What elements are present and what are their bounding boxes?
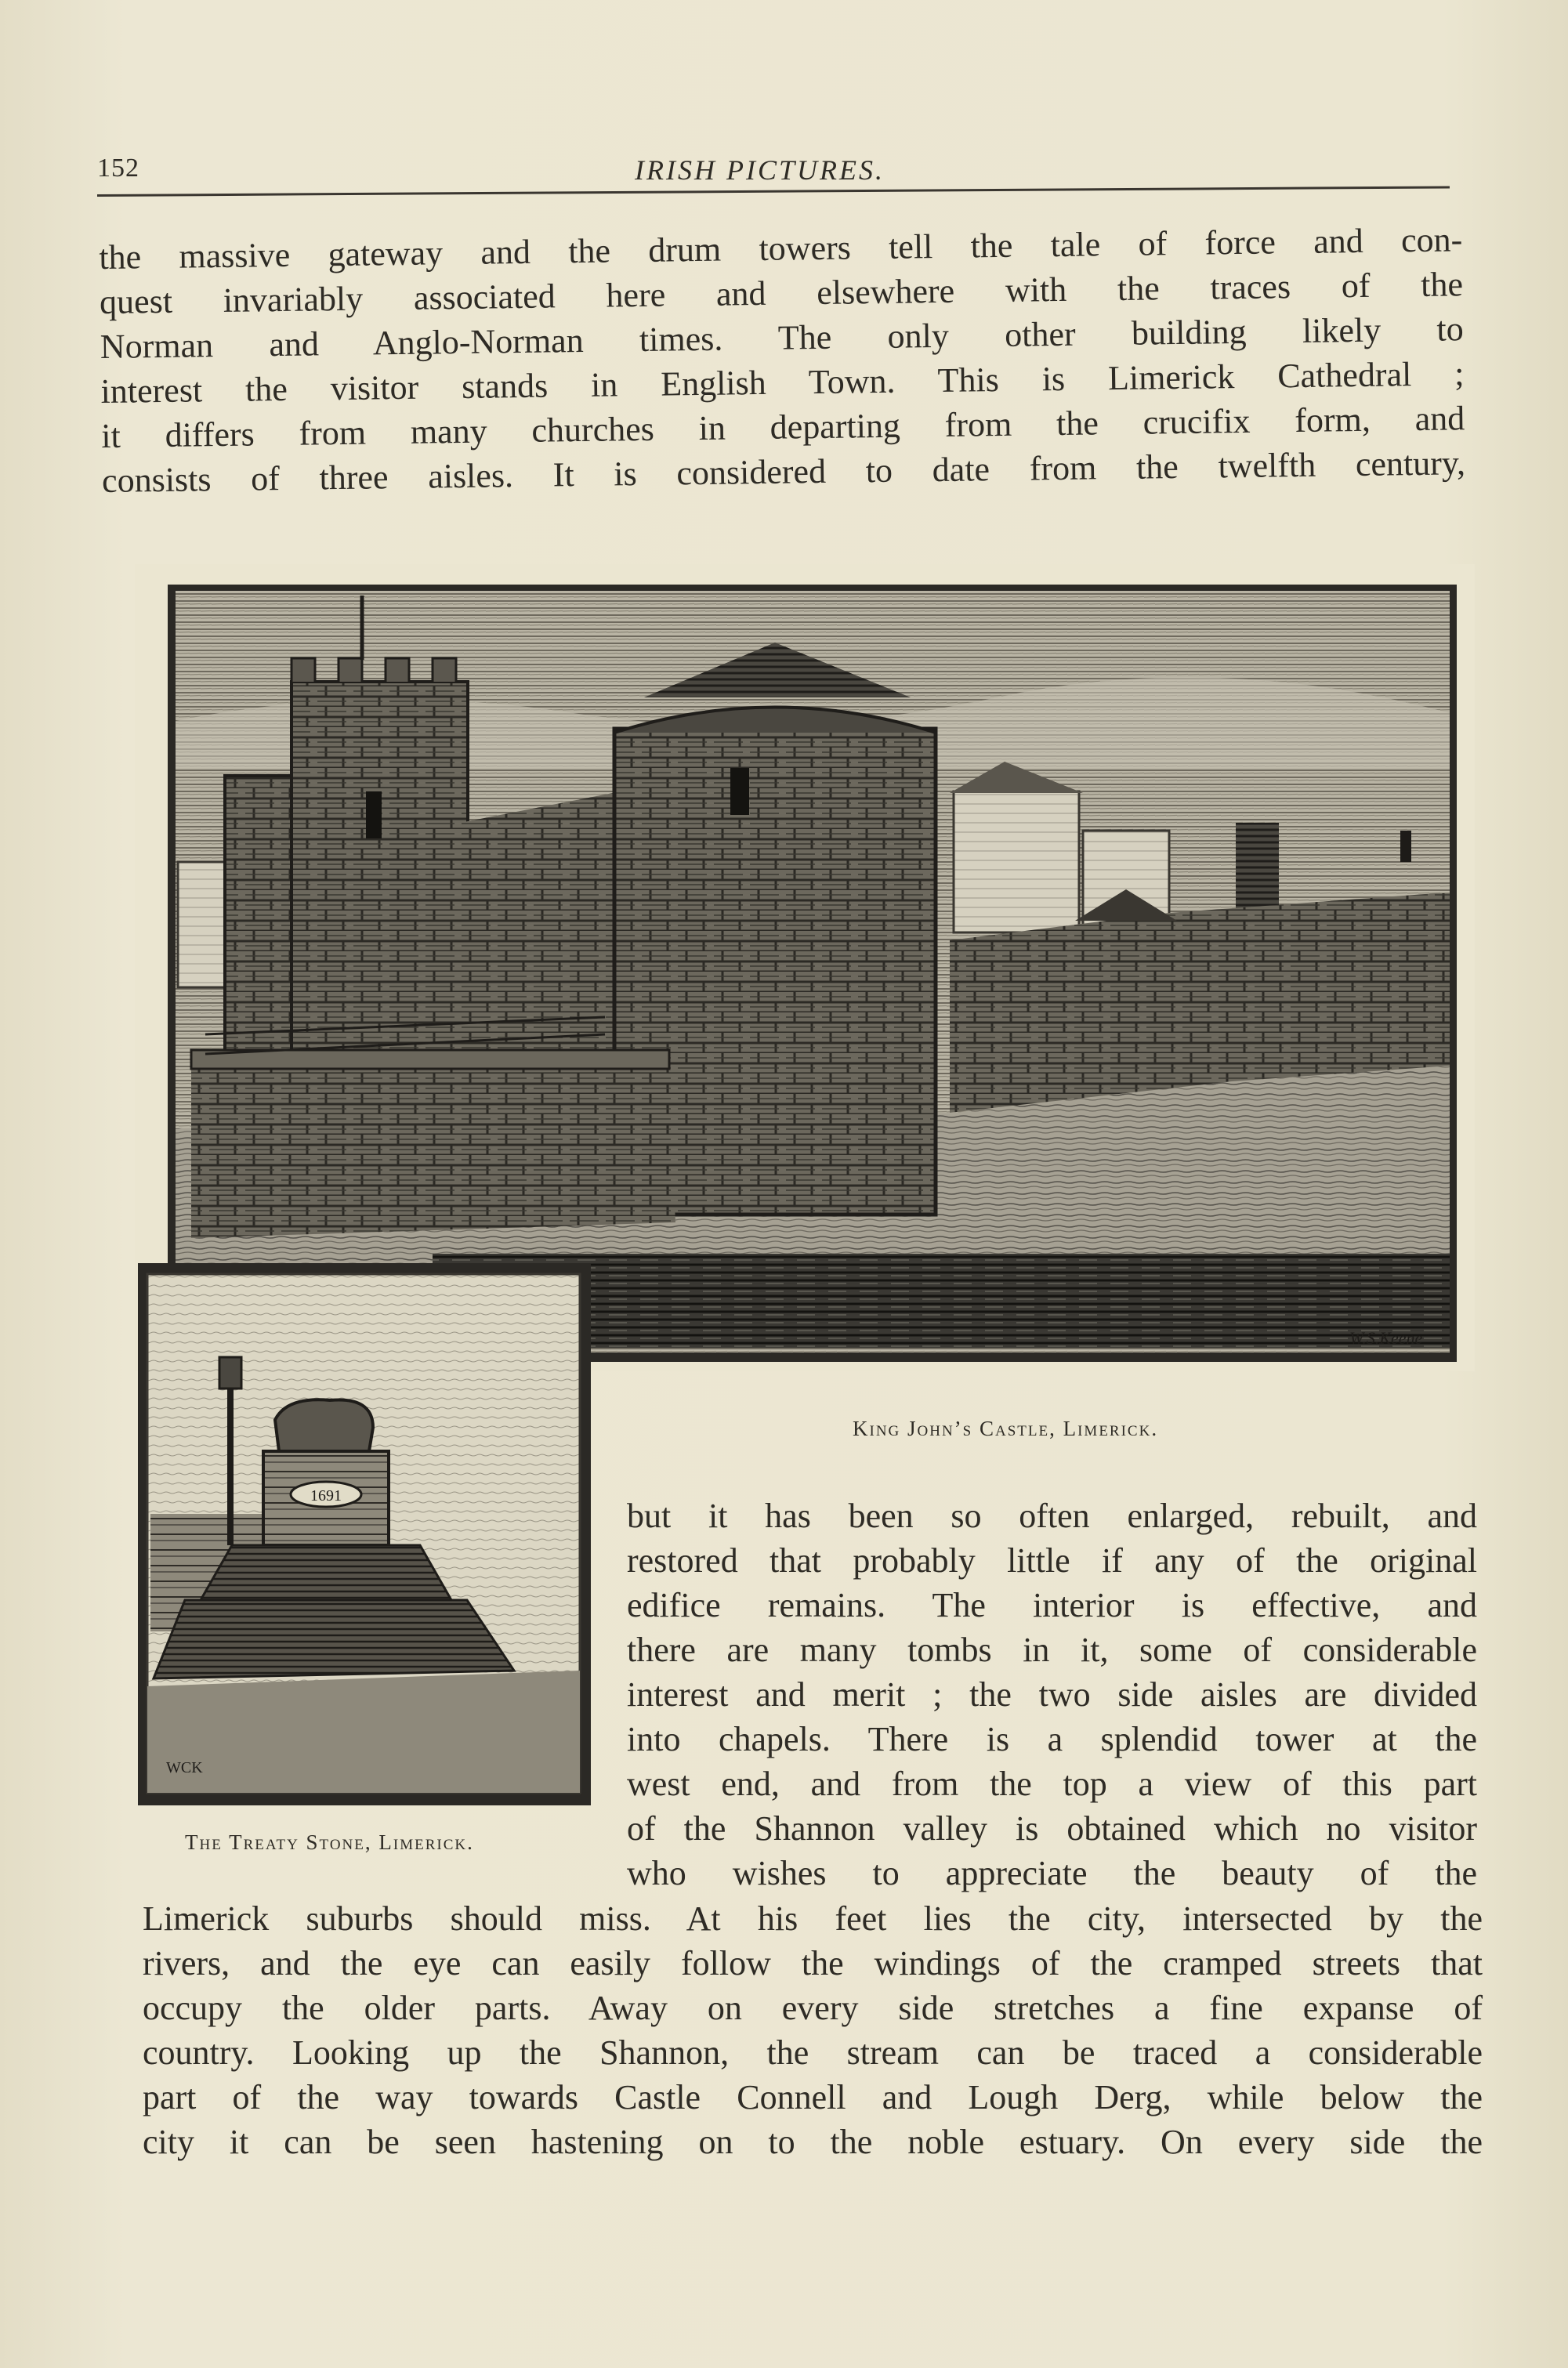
treaty-stone-caption: The Treaty Stone, Limerick.	[185, 1830, 474, 1854]
text-line: Norman and Anglo-Norman times. The only other building likely to	[100, 310, 1465, 366]
treaty-stone-engraving	[138, 1263, 591, 1805]
text-line: occupy the older parts. Away on every side stretches a fine expanse of	[143, 1989, 1483, 2027]
text-line: restored that probably little if any of the original	[627, 1541, 1477, 1580]
header-rule	[97, 186, 1450, 197]
text-line: quest invariably associated here and elsewhere with the traces of the	[99, 265, 1464, 321]
text-line: who wishes to appreciate the beauty of the	[627, 1854, 1477, 1892]
text-line: it differs from many churches in departing from the crucifix form, and	[101, 399, 1465, 455]
running-title: IRISH PICTURES.	[635, 154, 885, 186]
engraver-signature: W.S.Keene	[1349, 1328, 1423, 1348]
text-line: country. Looking up the Shannon, the stream can be traced a considerable	[143, 2033, 1483, 2072]
paragraph-bottom	[143, 1896, 1483, 2164]
text-line: west end, and from the top a view of this part	[627, 1765, 1477, 1803]
paragraph-top	[99, 217, 1465, 503]
text-line: Limerick suburbs should miss. At his feet lies the city, intersected by the	[143, 1899, 1483, 1938]
paragraph-right	[627, 1494, 1477, 1895]
text-line: interest and merit ; the two side aisles are divided	[627, 1675, 1477, 1714]
castle-caption: King John’s Castle, Limerick.	[853, 1417, 1159, 1440]
text-line: rivers, and the eye can easily follow the windings of the cramped streets that	[143, 1944, 1483, 1982]
text-line: part of the way towards Castle Connell and Lough Derg, while below the	[143, 2078, 1483, 2116]
castle-engraving	[135, 564, 1475, 1371]
text-line: edifice remains. The interior is effective, and	[627, 1586, 1477, 1624]
page-number: 152	[97, 154, 139, 183]
inscription-text: 1691	[310, 1487, 342, 1504]
engraver-signature: WCK	[166, 1759, 203, 1776]
text-line: the massive gateway and the drum towers tell the tale of force and con-	[99, 220, 1463, 277]
text-line: there are many tombs in it, some of considerable	[627, 1631, 1477, 1669]
text-line: city it can be seen hastening on to the noble estuary. On every side the	[143, 2123, 1483, 2161]
text-line: of the Shannon valley is obtained which no visitor	[627, 1809, 1477, 1848]
text-line: but it has been so often enlarged, rebuilt, and	[627, 1497, 1477, 1535]
text-line: into chapels. There is a splendid tower at the	[627, 1720, 1477, 1758]
text-line: consists of three aisles. It is considered to date from the twelfth century,	[101, 444, 1466, 500]
text-line: interest the visitor stands in English Town. This is Limerick Cathedral ;	[100, 354, 1465, 411]
